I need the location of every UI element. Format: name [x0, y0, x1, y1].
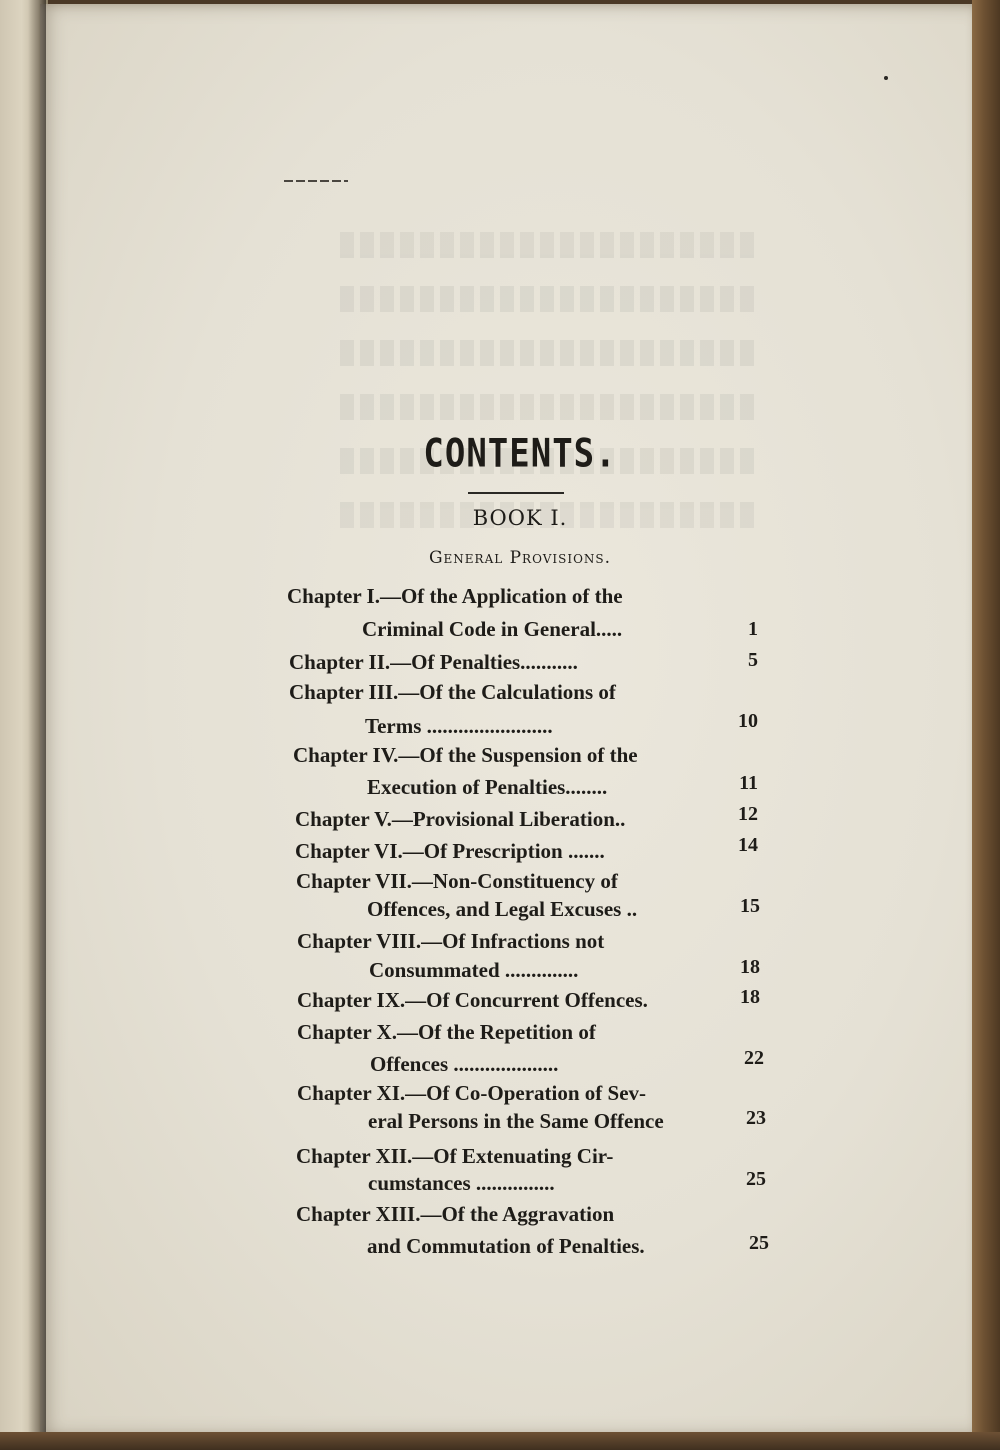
toc-entry-line: Chapter XI.—Of Co-Operation of Sev-: [297, 1081, 647, 1105]
toc-page-number: 18: [740, 956, 760, 978]
toc-entry-line: Execution of Penalties........: [367, 775, 608, 799]
toc-page-number: 25: [749, 1232, 769, 1254]
toc-entry-line: Chapter X.—Of the Repetition of: [297, 1020, 596, 1044]
toc-entry-line: Consummated ..............: [369, 958, 579, 982]
toc-page-number: 11: [739, 772, 758, 794]
toc-page-number: 22: [744, 1047, 764, 1069]
toc-entry-line: eral Persons in the Same Offence: [368, 1109, 664, 1133]
toc-entry-line: [287, 586, 710, 607]
toc-entry-text: Chapter I.—Of the Application of the: [287, 584, 623, 608]
toc-page-number: 12: [738, 803, 758, 825]
toc-entry-line: Chapter VIII.—Of Infractions not: [297, 929, 605, 953]
toc-page-number: 25: [746, 1168, 766, 1190]
toc-entry-line: Offences ....................: [370, 1052, 559, 1076]
toc-page-number: 1: [748, 618, 758, 640]
section-heading: General Provisions.: [428, 548, 612, 568]
toc-entry-line: Chapter XIII.—Of the Aggravation: [296, 1202, 615, 1226]
toc-entry-line: Criminal Code in General.....: [362, 617, 623, 641]
toc-page-number: 10: [738, 710, 758, 732]
toc-entry-line: Chapter VI.—Of Prescription .......: [295, 839, 605, 863]
title-rule: [468, 492, 564, 494]
toc-entry-line: Chapter II.—Of Penalties...........: [289, 650, 578, 674]
book-heading: BOOK I.: [472, 506, 568, 530]
toc-entry-line: Chapter III.—Of the Calculations of: [289, 680, 616, 704]
toc-entry-line: Chapter VII.—Non-Constituency of: [296, 869, 618, 893]
toc-entry-line: Offences, and Legal Excuses ..: [367, 897, 638, 921]
toc-entry-line: and Commutation of Penalties.: [367, 1234, 645, 1258]
toc-page-number: 15: [740, 895, 760, 917]
toc-page-number: 14: [738, 834, 758, 856]
toc-page-number: 5: [748, 649, 758, 671]
toc-entry-line: Terms ........................: [365, 714, 553, 738]
toc-page-number: 23: [746, 1107, 766, 1129]
toc-entry-line: cumstances ...............: [368, 1171, 555, 1195]
toc-entry-line: Chapter V.—Provisional Liberation..: [295, 807, 626, 831]
toc-entry-line: Chapter XII.—Of Extenuating Cir-: [296, 1144, 614, 1168]
toc-entry-line: Chapter IX.—Of Concurrent Offences.: [297, 988, 648, 1012]
page-title: CONTENTS.: [423, 431, 617, 477]
toc-entry-line: Chapter IV.—Of the Suspension of the: [293, 743, 638, 767]
toc-page-number: 18: [740, 986, 760, 1008]
